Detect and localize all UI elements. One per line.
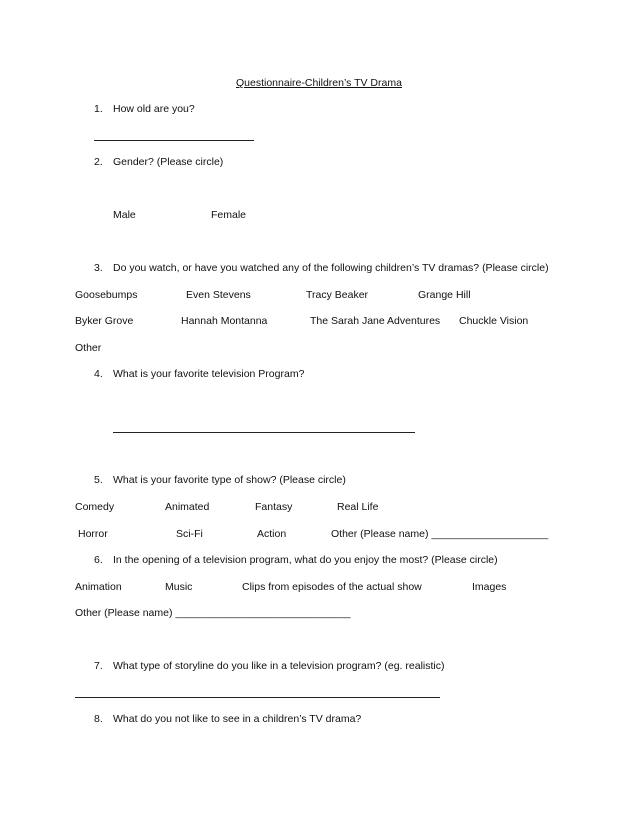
q3-text: Do you watch, or have you watched any of the following children’s TV dramas? (Please circle)	[113, 262, 549, 274]
q3-option-goosebumps[interactable]: Goosebumps	[75, 289, 138, 301]
q2-number: 2.	[94, 156, 103, 168]
q7-text: What type of storyline do you like in a television program? (eg. realistic)	[113, 660, 445, 672]
q1-answer-line[interactable]	[94, 140, 254, 141]
q5-option-other[interactable]: Other (Please name) ____________________	[331, 528, 549, 540]
q3-option-grange-hill[interactable]: Grange Hill	[418, 289, 471, 301]
q2-option-male[interactable]: Male	[113, 209, 136, 221]
q2-text: Gender? (Please circle)	[113, 156, 224, 168]
q5-option-fantasy[interactable]: Fantasy	[255, 501, 293, 513]
q3-option-tracy-beaker[interactable]: Tracy Beaker	[306, 289, 369, 301]
q4-answer-line[interactable]	[113, 432, 415, 433]
q6-option-images[interactable]: Images	[472, 581, 507, 593]
q4-text: What is your favorite television Program?	[113, 368, 305, 380]
q7-number: 7.	[94, 660, 103, 672]
q7-answer-line[interactable]	[75, 697, 440, 698]
q6-text: In the opening of a television program, what do you enjoy the most? (Please circle)	[113, 554, 498, 566]
q3-option-chuckle-vision[interactable]: Chuckle Vision	[459, 315, 529, 327]
q6-option-animation[interactable]: Animation	[75, 581, 122, 593]
q6-option-music[interactable]: Music	[165, 581, 193, 593]
q5-option-animated[interactable]: Animated	[165, 501, 210, 513]
q8-text: What do you not like to see in a children’s TV drama?	[113, 713, 362, 725]
q5-number: 5.	[94, 474, 103, 486]
q3-option-hannah-montanna[interactable]: Hannah Montanna	[181, 315, 268, 327]
q2-option-female[interactable]: Female	[211, 209, 247, 221]
document-title: Questionnaire-Children’s TV Drama	[236, 77, 402, 89]
q3-option-even-stevens[interactable]: Even Stevens	[186, 289, 251, 301]
q3-number: 3.	[94, 262, 103, 274]
q4-number: 4.	[94, 368, 103, 380]
q3-option-sarah-jane[interactable]: The Sarah Jane Adventures	[310, 315, 441, 327]
q5-text: What is your favorite type of show? (Please circle)	[113, 474, 346, 486]
q8-number: 8.	[94, 713, 103, 725]
q1-text: How old are you?	[113, 103, 195, 115]
q5-option-sci-fi[interactable]: Sci-Fi	[176, 528, 203, 540]
q6-number: 6.	[94, 554, 103, 566]
q5-option-comedy[interactable]: Comedy	[75, 501, 115, 513]
q6-option-clips[interactable]: Clips from episodes of the actual show	[242, 581, 422, 593]
q5-option-horror[interactable]: Horror	[78, 528, 108, 540]
q5-option-action[interactable]: Action	[257, 528, 287, 540]
q3-option-byker-grove[interactable]: Byker Grove	[75, 315, 134, 327]
q6-option-other[interactable]: Other (Please name) ______________________________	[75, 607, 351, 619]
q1-number: 1.	[94, 103, 103, 115]
q3-option-other[interactable]: Other	[75, 342, 102, 354]
q5-option-real-life[interactable]: Real Life	[337, 501, 379, 513]
